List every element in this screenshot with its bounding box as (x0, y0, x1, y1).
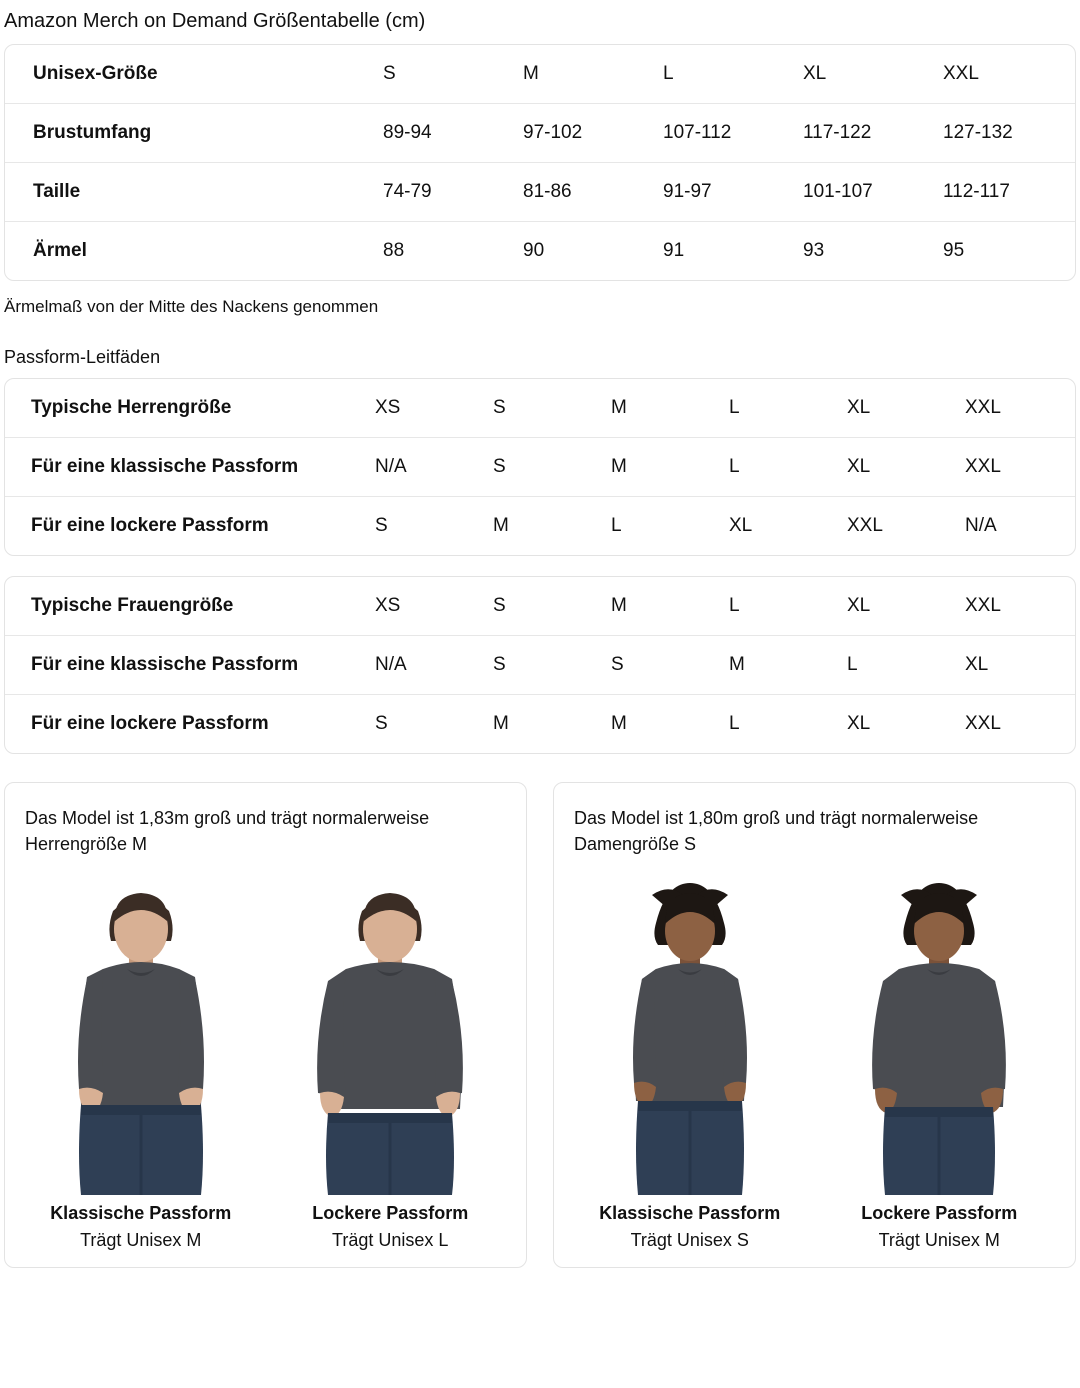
cell: N/A (375, 635, 493, 694)
cell: 89-94 (383, 104, 523, 163)
row-label: Für eine lockere Passform (5, 694, 375, 753)
cell: M (611, 437, 729, 496)
male-model-caption: Das Model ist 1,83m groß und trägt normalerweise Herrengröße M (25, 807, 430, 854)
cell: XL (847, 396, 871, 418)
row-label: Ärmel (5, 222, 383, 281)
fit-guides-heading: Passform-Leitfäden (4, 346, 161, 367)
cell: S (375, 694, 493, 753)
table-row (5, 496, 1076, 555)
cell: S (611, 635, 729, 694)
cell: S (375, 496, 493, 555)
cell: S (383, 63, 396, 84)
cell: L (729, 396, 740, 418)
cell: 91 (663, 222, 803, 281)
female-model-photo-icon (839, 865, 1039, 1195)
figure-label: Klassische Passform (599, 1202, 781, 1223)
male-model-photo (275, 865, 507, 1195)
cell: M (493, 694, 611, 753)
cell: L (729, 437, 847, 496)
cell: 95 (943, 222, 1076, 281)
table-spacer (0, 556, 1080, 576)
row-label: Taille (5, 163, 383, 222)
cell: XS (375, 396, 401, 418)
female-model-photo (574, 865, 806, 1195)
womens-fit-table-card (4, 576, 1076, 754)
cell: XXL (965, 437, 1076, 496)
page-title: Amazon Merch on Demand Größentabelle (cm) (4, 10, 426, 32)
cell: XS (375, 594, 401, 616)
figure-label: Lockere Passform (861, 1202, 1018, 1223)
cell: 127-132 (943, 104, 1076, 163)
table-row (5, 577, 1076, 636)
cell: 90 (523, 222, 663, 281)
mens-fit-table (5, 379, 1076, 555)
figure-label: Lockere Passform (312, 1202, 469, 1223)
figure-sublabel: Trägt Unisex L (332, 1229, 449, 1250)
cell: XXL (965, 694, 1076, 753)
female-model-photo (824, 865, 1056, 1195)
cell: L (663, 63, 674, 84)
table-row (5, 222, 1076, 281)
row-label: Für eine klassische Passform (5, 635, 375, 694)
cell: XXL (943, 63, 979, 84)
table-row (5, 45, 1076, 104)
cell: M (611, 396, 627, 418)
table-row (5, 163, 1076, 222)
unisex-size-table (5, 45, 1076, 280)
cell: M (493, 496, 611, 555)
cell: M (611, 694, 729, 753)
row-label: Unisex-Größe (33, 63, 158, 84)
cell: L (611, 496, 729, 555)
cell: XXL (847, 496, 965, 555)
cell: 112-117 (943, 163, 1076, 222)
unisex-size-table-card (4, 44, 1076, 281)
male-relaxed-fit-figure (275, 865, 507, 1251)
cell: S (493, 396, 506, 418)
female-classic-fit-figure (574, 865, 806, 1251)
cell: XXL (965, 594, 1001, 616)
cell: XL (847, 594, 871, 616)
table-row (5, 437, 1076, 496)
cell: 81-86 (523, 163, 663, 222)
row-label: Für eine lockere Passform (5, 496, 375, 555)
row-label: Brustumfang (5, 104, 383, 163)
figure-label: Klassische Passform (50, 1202, 232, 1223)
cell: XL (803, 63, 827, 84)
female-model-card (553, 782, 1076, 1268)
figure-sublabel: Trägt Unisex M (80, 1229, 202, 1250)
cell: S (493, 635, 611, 694)
cell: 88 (383, 222, 523, 281)
female-model-photo-icon (590, 865, 790, 1195)
cell: 107-112 (663, 104, 803, 163)
cell: 117-122 (803, 104, 943, 163)
male-model-photo (25, 865, 257, 1195)
womens-fit-table (5, 577, 1076, 753)
table-row (5, 379, 1076, 438)
model-cards-row (4, 782, 1076, 1268)
cell: N/A (965, 496, 1076, 555)
cell: M (611, 594, 627, 616)
female-relaxed-fit-figure (824, 865, 1056, 1251)
male-model-card (4, 782, 527, 1268)
row-label: Typische Herrengröße (31, 396, 232, 418)
cell: L (729, 594, 740, 616)
cell: 91-97 (663, 163, 803, 222)
table-row (5, 694, 1076, 753)
female-figures (574, 865, 1055, 1251)
cell: 93 (803, 222, 943, 281)
cell: 74-79 (383, 163, 523, 222)
row-label: Typische Frauengröße (31, 594, 234, 616)
table-row (5, 635, 1076, 694)
table-row (5, 104, 1076, 163)
cell: XXL (965, 396, 1001, 418)
male-model-photo-icon (290, 865, 490, 1195)
cell: XL (847, 437, 965, 496)
male-classic-fit-figure (25, 865, 257, 1251)
mens-fit-table-card (4, 378, 1076, 556)
row-label: Für eine klassische Passform (5, 437, 375, 496)
cell: 97-102 (523, 104, 663, 163)
cell: M (729, 635, 847, 694)
female-model-caption: Das Model ist 1,80m groß und trägt normalerweise Damengröße S (574, 807, 979, 854)
cell: S (493, 437, 611, 496)
cell: M (523, 63, 539, 84)
figure-sublabel: Trägt Unisex S (630, 1229, 749, 1250)
cell: L (847, 635, 965, 694)
male-model-photo-icon (41, 865, 241, 1195)
cell: XL (729, 496, 847, 555)
figure-sublabel: Trägt Unisex M (878, 1229, 1000, 1250)
cell: L (729, 694, 847, 753)
cell: N/A (375, 437, 493, 496)
cell: 101-107 (803, 163, 943, 222)
cell: XL (847, 694, 965, 753)
male-figures (25, 865, 506, 1251)
sleeve-measure-note: Ärmelmaß von der Mitte des Nackens genommen (4, 297, 379, 316)
cell: S (493, 594, 506, 616)
cell: XL (965, 635, 1076, 694)
